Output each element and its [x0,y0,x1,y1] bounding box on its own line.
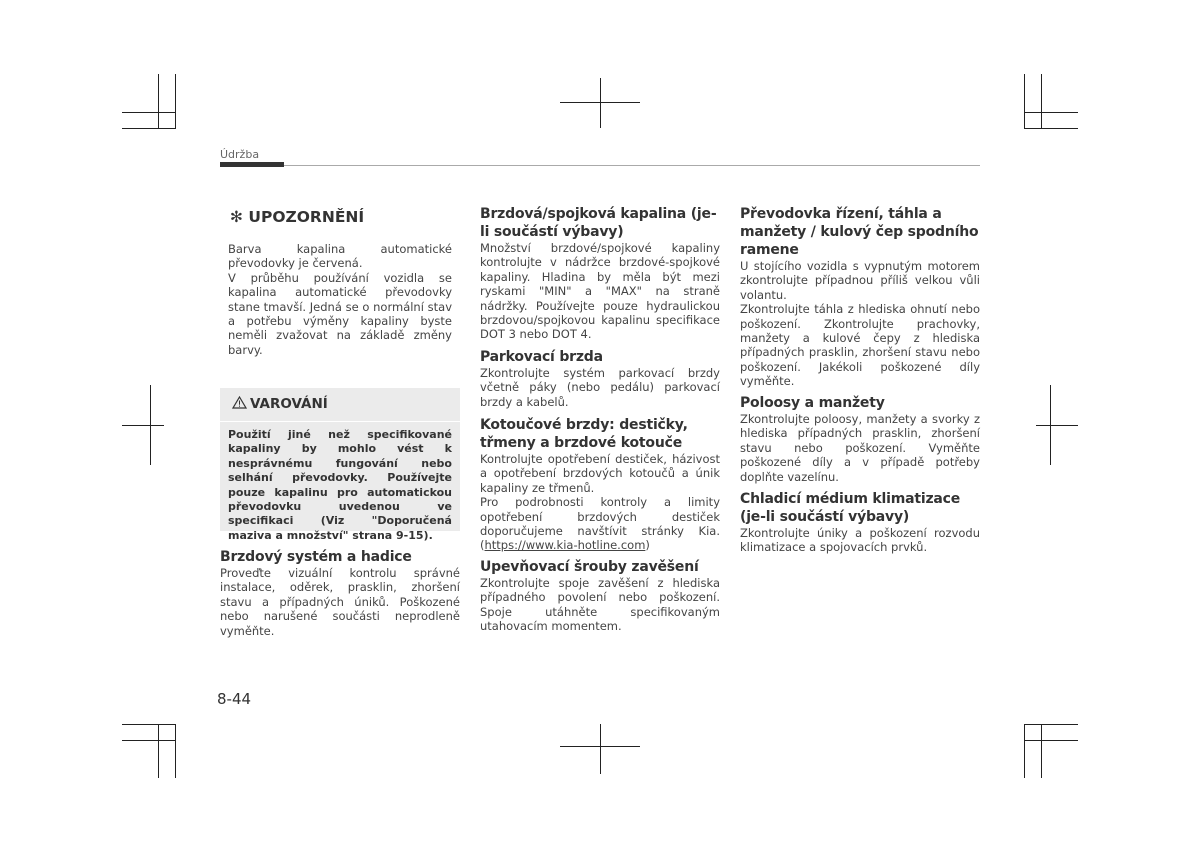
section-text: U stojícího vozidla s vypnutým motorem zkontrolujte případnou příliš velkou vůli volantu. [740,259,980,302]
warning-text: Použití jiné než specifikované kapaliny by mohlo vést k nesprávnému fungování nebo selhání převodovky. Používejte pouze kapalinu pro automatickou převodovku uvedenou ve specifikaci (Viz "Doporučená maziva a množství" strana 9-15). [228,428,452,542]
warning-triangle-icon [232,396,247,409]
warning-title [232,396,328,412]
section-parking-brake [480,348,720,409]
header-bar [220,162,284,167]
section-ac-coolant [740,490,980,555]
section-heading: Chladicí médium klimatizace (je-li součástí výbavy) [740,491,961,525]
section-heading: Brzdový systém a hadice [220,549,412,565]
section-brake-fluid [480,205,720,342]
section-heading: Brzdová/spojková kapalina (je-li součástí výbavy) [480,206,717,240]
section-heading: Upevňovací šrouby zavěšení [480,559,699,575]
section-text: Zkontrolujte táhla z hlediska ohnutí nebo poškození. Zkontrolujte prachovky, manžety a kulové čepy z hlediska případných prasklin, zhoršení stavu nebo poškození. Jakékoli poškozené díly vyměňte. [740,302,980,389]
text-suffix: ) [645,538,650,553]
section-text: Množství brzdové/spojkové kapaliny kontrolujte v nádržce brzdové-spojkové kapaliny. Hladina by měla být mezi ryskami "MIN" a "MAX" na straně nádržky. Používejte pouze hydraulickou brzdovou/spojkovou kapalinu specifikace DOT 3 nebo DOT 4. [480,241,720,342]
warning-divider [220,421,460,422]
kia-hotline-link[interactable]: https://www.kia-hotline.com [484,538,646,553]
section-text: Zkontrolujte úniky a poškození rozvodu klimatizace a spojovacích prvků. [740,526,980,555]
section-header: Údržba [220,148,260,161]
section-text: Kontrolujte opotřebení destiček, házivost a opotřebení brzdových kotoučů a únik kapaliny ze třmenů. [480,452,720,495]
section-heading: Převodovka řízení, táhla a manžety / kulový čep spodního ramene [740,206,979,258]
section-brake-system [220,548,460,638]
section-text-with-link [480,495,720,553]
section-steering [740,205,980,389]
section-heading: Parkovací brzda [480,349,603,365]
section-text: Zkontrolujte poloosy, manžety a svorky z hlediska případných prasklin, zhoršení stavu nebo poškození. Vyměňte poškozené díly a v případě potřeby doplňte vazelínu. [740,412,980,484]
page-number: 8-44 [217,690,252,708]
section-heading: Poloosy a manžety [740,395,885,411]
notice-paragraph-2: V průběhu používání vozidla se kapalina automatické převodovky stane tmavší. Jedná se o normální stav a potřebu výměny kapaliny byste neměli zvažovat na základě změny barvy. [228,270,452,357]
section-text: Zkontrolujte spoje zavěšení z hlediska případného povolení nebo poškození. Spoje utáhněte specifikovaným utahovacím momentem. [480,576,720,634]
notice-body [228,242,452,357]
notice-paragraph-1: Barva kapalina automatické převodovky je červená. [228,242,452,271]
section-text: Zkontrolujte systém parkovací brzdy včetně páky (nebo pedálu) parkovací brzdy a kabelů. [480,366,720,409]
section-axles [740,394,980,484]
section-suspension-bolts [480,558,720,634]
text-prefix: Pro podrobnosti kontroly a limity opotřebení brzdových destiček doporučujeme navštívit stránky Kia. ( [480,495,720,553]
warning-title-text: VAROVÁNÍ [250,396,328,412]
section-text: Proveďte vizuální kontrolu správné instalace, oděrek, prasklin, zhoršení stavu a případných úniků. Poškozené nebo narušené součásti neprodleně vyměňte. [220,566,460,638]
notice-title: ✻ UPOZORNĚNÍ [230,208,365,226]
section-heading: Kotoučové brzdy: destičky, třmeny a brzdové kotouče [480,417,688,451]
header-rule [284,165,980,166]
section-disc-brakes [480,416,720,553]
